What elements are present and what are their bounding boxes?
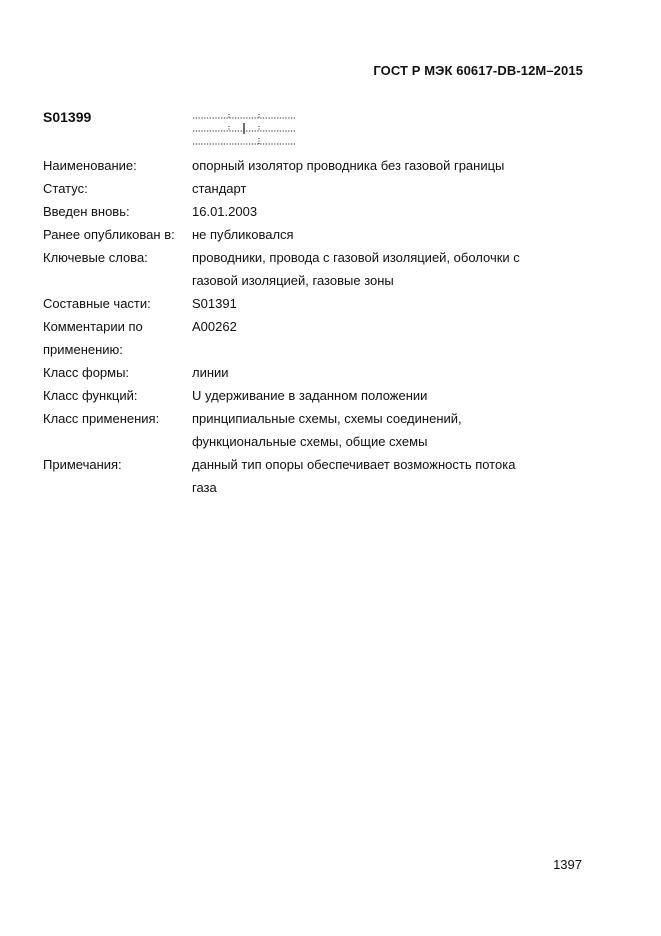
attributes-table: [43, 154, 563, 499]
attribute-label: Комментарии по применению:: [43, 319, 143, 357]
attribute-value: опорный изолятор проводника без газовой границы: [192, 158, 505, 173]
attribute-row-notes: [43, 453, 563, 499]
symbol-code: S01399: [43, 109, 92, 125]
attribute-row-previously-published: [43, 223, 563, 246]
attribute-row-status: [43, 177, 563, 200]
attribute-value: проводники, провода с газовой изоляцией, оболочки с газовой изоляцией, газовые зоны: [192, 250, 520, 288]
attribute-label: Введен вновь:: [43, 204, 130, 219]
attribute-row-keywords: [43, 246, 563, 292]
attribute-label: Статус:: [43, 181, 88, 196]
attribute-row-application-class: [43, 407, 563, 453]
attribute-value: U удерживание в заданном положении: [192, 388, 428, 403]
attribute-row-shape-class: [43, 361, 563, 384]
document-standard-header: ГОСТ Р МЭК 60617-DB-12M–2015: [373, 63, 583, 78]
attribute-label: Класс функций:: [43, 388, 138, 403]
attribute-label: Наименование:: [43, 158, 137, 173]
attribute-label: Ключевые слова:: [43, 250, 148, 265]
attribute-label: Ранее опубликован в:: [43, 227, 175, 242]
attribute-label: Класс применения:: [43, 411, 160, 426]
attribute-value: линии: [192, 365, 229, 380]
attribute-label: Примечания:: [43, 457, 122, 472]
attribute-value: не публиковался: [192, 227, 294, 242]
attribute-row-name: [43, 154, 563, 177]
attribute-value: принципиальные схемы, схемы соединений, функциональные схемы, общие схемы: [192, 411, 462, 449]
attribute-label: Составные части:: [43, 296, 151, 311]
attribute-value: стандарт: [192, 181, 247, 196]
attribute-row-application-notes: [43, 315, 563, 361]
attribute-value: A00262: [192, 319, 237, 334]
attribute-value: данный тип опоры обеспечивает возможность потока газа: [192, 457, 516, 495]
attribute-row-function-class: [43, 384, 563, 407]
support-insulator-symbol-icon: [192, 112, 298, 152]
attribute-row-introduced: [43, 200, 563, 223]
attribute-row-components: [43, 292, 563, 315]
attribute-label: Класс формы:: [43, 365, 130, 380]
attribute-value: S01391: [192, 296, 237, 311]
attribute-value: 16.01.2003: [192, 204, 258, 219]
page-number: 1397: [553, 857, 582, 872]
